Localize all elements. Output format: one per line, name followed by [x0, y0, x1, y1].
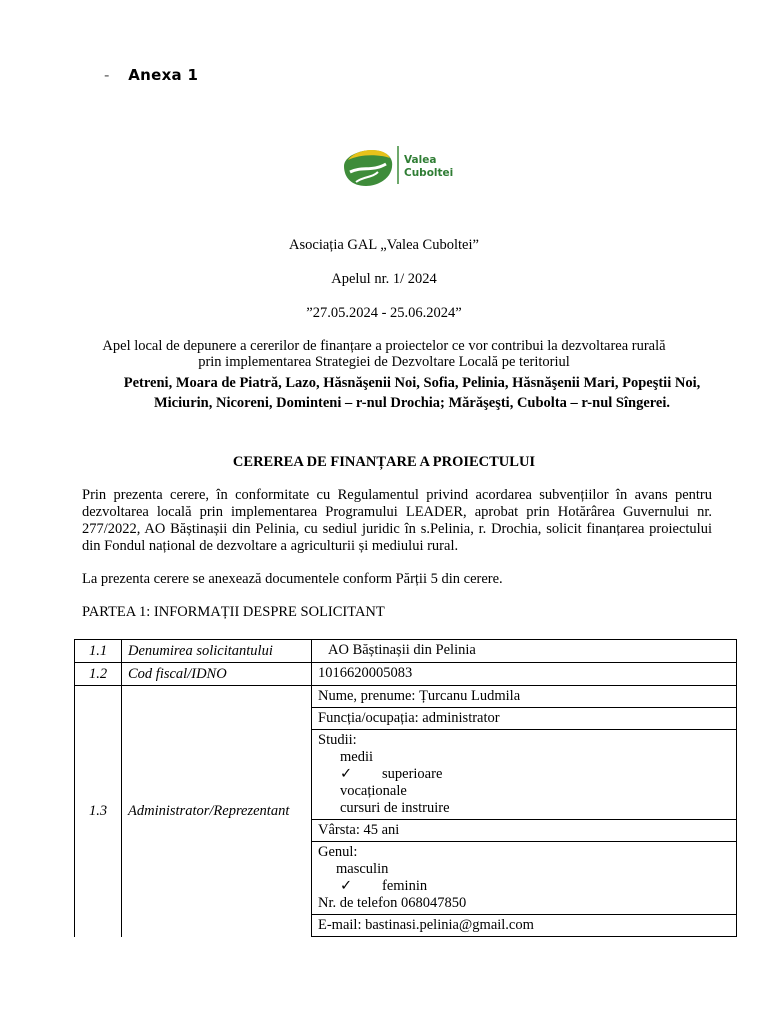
row-label: Denumirea solicitantului [122, 640, 312, 663]
territory-list: Petreni, Moara de Piatră, Lazo, Hăsnăşenii Noi, Sofia, Pelinia, Hăsnăşenii Mari, Popeştii Noi, Miciurin, Nicoreni, Dominteni – r-nul Drochia; Mărăşeşti, Cubolta – r-nul Sîngerei. [123, 375, 701, 411]
call-number: Apelul nr. 1/ 2024 [331, 271, 437, 287]
table-row [75, 640, 737, 663]
row-label: Administrator/Reprezentant [122, 686, 312, 937]
gender-option: masculin [336, 861, 389, 877]
studies-cell [312, 730, 737, 820]
fiscal-code-value: 1016620005083 [312, 663, 737, 686]
gender-option-checked [318, 878, 730, 895]
call-dates: ”27.05.2024 - 25.06.2024” [306, 305, 462, 321]
gender-label: Genul: [318, 844, 358, 860]
studies-option: cursuri de instruire [340, 800, 450, 816]
annex-heading [104, 66, 198, 84]
table-row [75, 663, 737, 686]
phone-value: Nr. de telefon 068047850 [318, 895, 467, 911]
gender-option-label: feminin [382, 878, 428, 894]
check-icon: ✓ [340, 766, 353, 782]
valley-logo-icon [342, 142, 457, 190]
annex-title: Anexa 1 [128, 66, 199, 84]
row-number: 1.3 [75, 686, 122, 937]
studies-option-checked [318, 766, 730, 783]
representant-function: Funcția/ocupația: administrator [312, 708, 737, 730]
row-label: Cod fiscal/IDNO [122, 663, 312, 686]
logo-text-line1: Valea [404, 154, 437, 166]
gender-cell [312, 842, 737, 915]
organization-name: Asociația GAL „Valea Cuboltei” [289, 237, 479, 253]
studies-option: vocaționale [340, 783, 407, 799]
annex-paragraph: La prezenta cerere se anexează documentele conform Părții 5 din cerere. [82, 571, 503, 587]
request-paragraph: Prin prezenta cerere, în conformitate cu Regulamentul privind acordarea subvențiilor în avans pentru dezvoltarea locală prin implementarea Programului LEADER, aprobat prin Hotărârea Guvernului nr. 277/2022, AO Băștinașii din Pelinia, cu sediul juridic în s.Pelinia, r. Drochia, solicit finanțarea proiectului din Fondul național de dezvoltare a agriculturii și mediului rural. [82, 487, 712, 554]
row-number: 1.1 [75, 640, 122, 663]
studies-option-label: superioare [382, 766, 443, 782]
description-line1: Apel local de depunere a cererilor de finanțare a proiectelor ce vor contribui la dezvoltarea rurală [102, 338, 666, 354]
description-line2: prin implementarea Strategiei de Dezvoltare Locală pe teritoriul [198, 354, 570, 370]
part-title: PARTEA 1: INFORMAȚII DESPRE SOLICITANT [82, 604, 385, 620]
applicant-name-value: AO Băștinașii din Pelinia [312, 640, 737, 663]
list-dash: - [104, 66, 110, 84]
table-row [75, 686, 737, 708]
request-title: CEREREA DE FINANȚARE A PROIECTULUI [232, 454, 536, 470]
logo-text-line2: Cuboltei [404, 167, 454, 179]
email-value: E-mail: bastinasi.pelinia@gmail.com [312, 915, 737, 937]
row-number: 1.2 [75, 663, 122, 686]
representant-name: Nume, prenume: Țurcanu Ludmila [312, 686, 737, 708]
gal-logo [342, 142, 457, 190]
studies-option: medii [340, 749, 374, 765]
call-description [0, 338, 768, 370]
studies-label: Studii: [318, 732, 357, 748]
age-value: Vârsta: 45 ani [312, 820, 737, 842]
check-icon: ✓ [340, 878, 353, 894]
applicant-info-table [74, 639, 737, 937]
